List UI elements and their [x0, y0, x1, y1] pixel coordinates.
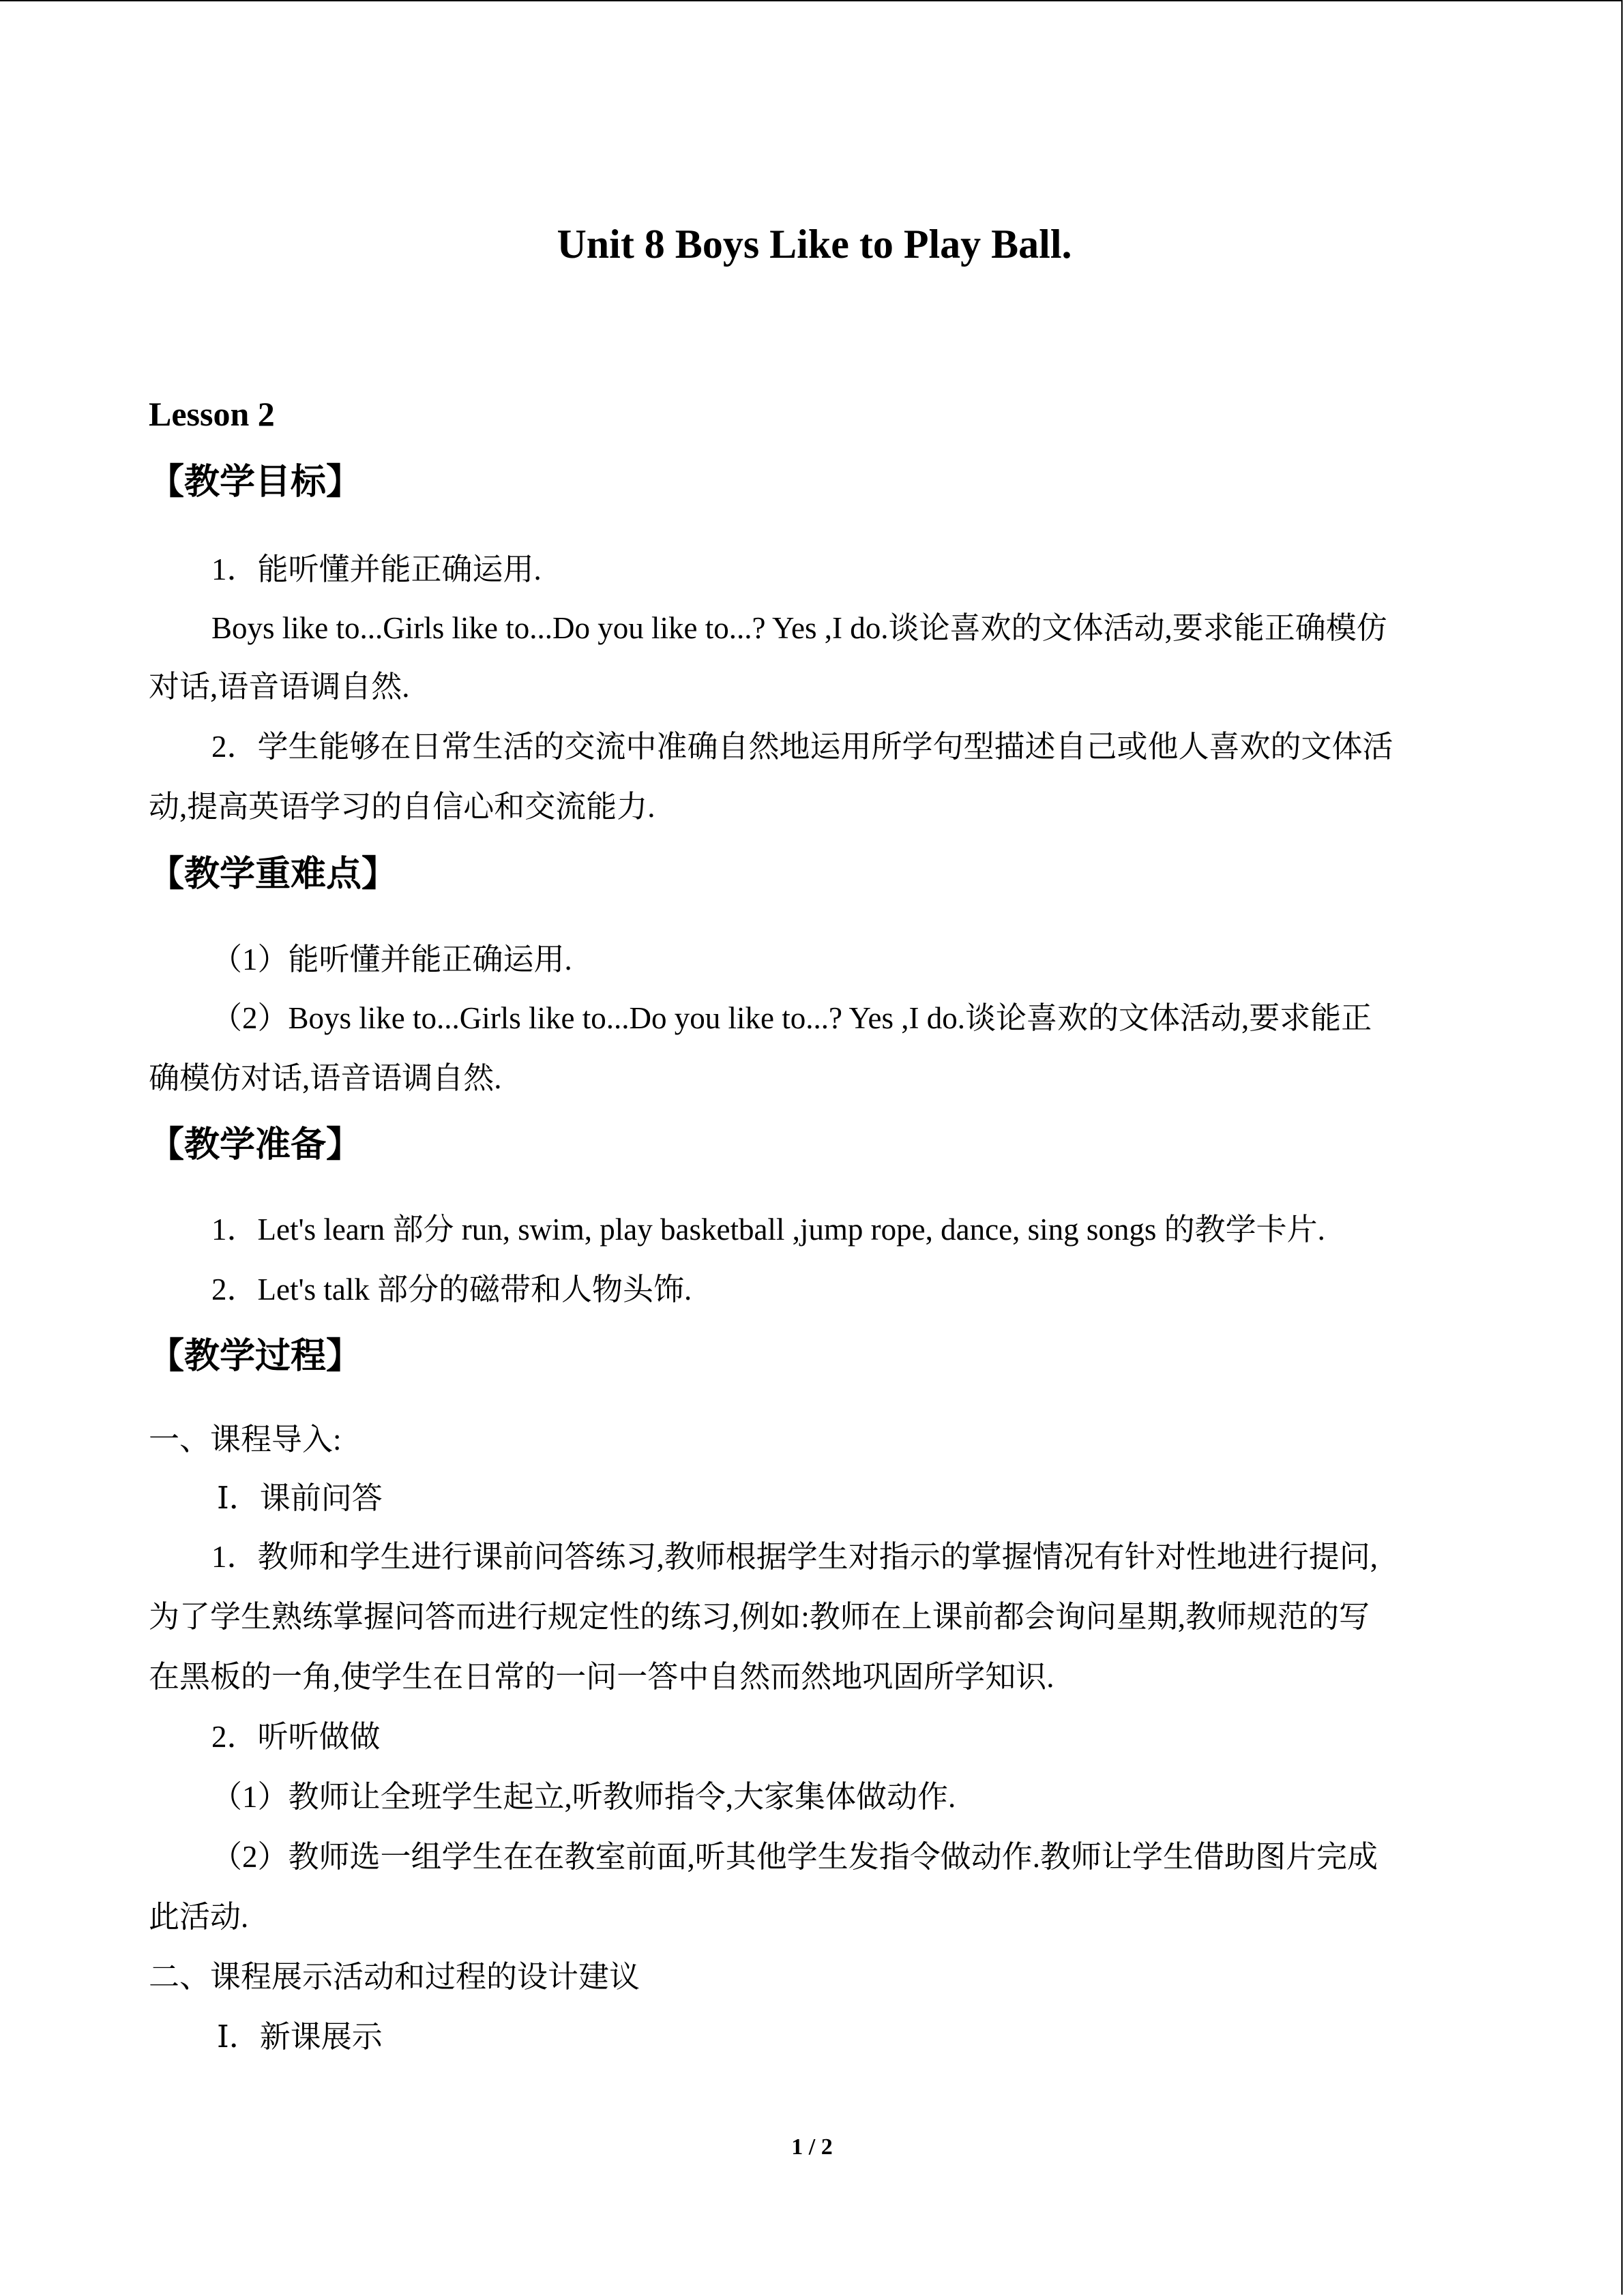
- process-line-8: （2）教师选一组学生在在教室前面,听其他学生发指令做动作.教师让学生借助图片完成: [211, 1840, 1378, 1874]
- preparation-line-2: 2．Let's talk 部分的磁带和人物头饰.: [211, 1272, 692, 1307]
- objectives-line-3: 对话,语音语调自然.: [149, 670, 410, 704]
- objectives-line-1: 1．能听懂并能正确运用.: [211, 552, 542, 586]
- objectives-line-4: 2．学生能够在日常生活的交流中准确自然地运用所学句型描述自己或他人喜欢的文体活: [211, 730, 1393, 764]
- objectives-line-2: Boys like to...Girls like to...Do you like to...? Yes ,I do.谈论喜欢的文体活动,要求能正确模仿: [211, 611, 1387, 645]
- key-points-line-1: （1）能听懂并能正确运用.: [211, 942, 572, 976]
- process-line-7: （1）教师让全班学生起立,听教师指令,大家集体做动作.: [211, 1780, 956, 1814]
- process-line-5: 在黑板的一角,使学生在日常的一问一答中自然而然地巩固所学知识.: [149, 1660, 1054, 1694]
- process-line-10: 二、课程展示活动和过程的设计建议: [149, 1960, 640, 1994]
- process-line-1: 一、课程导入:: [149, 1422, 342, 1457]
- section-heading-key-points: 【教学重难点】: [149, 855, 398, 894]
- process-line-3: 1．教师和学生进行课前问答练习,教师根据学生对指示的掌握情况有针对性地进行提问,: [211, 1540, 1378, 1574]
- process-line-11: Ⅰ．新课展示: [217, 2020, 383, 2054]
- process-line-9: 此活动.: [149, 1900, 249, 1934]
- objectives-line-5: 动,提高英语学习的自信心和交流能力.: [149, 790, 655, 824]
- key-points-line-2: （2）Boys like to...Girls like to...Do you like to...? Yes ,I do.谈论喜欢的文体活动,要求能正: [211, 1001, 1372, 1035]
- section-heading-preparation: 【教学准备】: [149, 1126, 362, 1165]
- section-heading-process: 【教学过程】: [149, 1337, 362, 1376]
- lesson-label: Lesson 2: [149, 395, 275, 433]
- page-number: 1 / 2: [791, 2134, 833, 2160]
- section-heading-objectives: 【教学目标】: [149, 463, 362, 502]
- process-line-6: 2．听听做做: [211, 1720, 381, 1754]
- document-title: Unit 8 Boys Like to Play Ball.: [557, 222, 1072, 267]
- key-points-line-3: 确模仿对话,语音语调自然.: [149, 1061, 502, 1095]
- process-line-4: 为了学生熟练掌握问答而进行规定性的练习,例如:教师在上课前都会询问星期,教师规范的写: [149, 1600, 1370, 1634]
- process-line-2: Ⅰ．课前问答: [217, 1481, 383, 1515]
- preparation-line-1: 1．Let's learn 部分 run, swim, play basketball ,jump rope, dance, sing songs 的教学卡片.: [211, 1212, 1325, 1247]
